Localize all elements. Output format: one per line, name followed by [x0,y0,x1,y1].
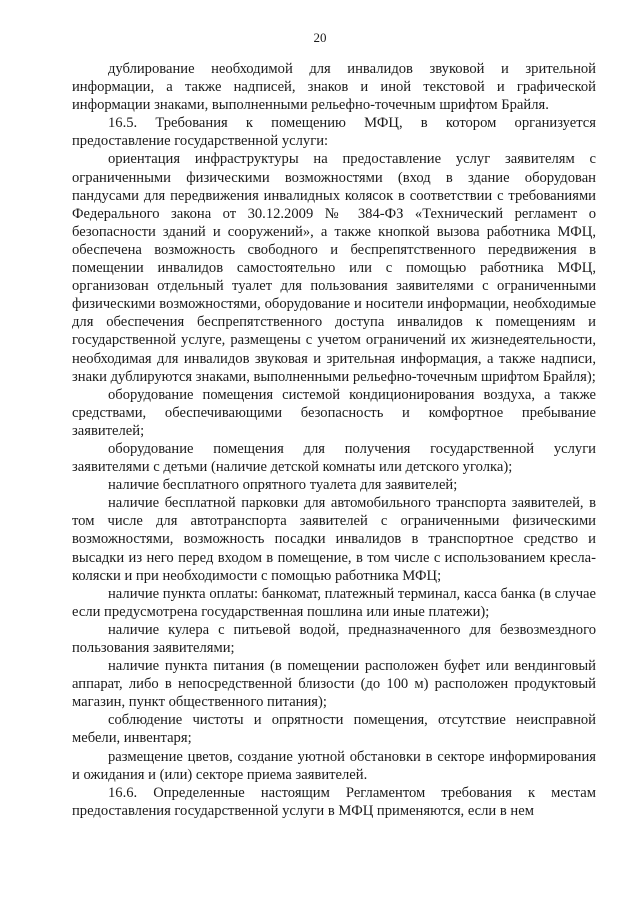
paragraph: дублирование необходимой для инвалидов звуковой и зрительной информации, а также надписей, знаков и иной текстовой и графической информации знаками, выполненными рельефно-точечным шрифтом Брайля. [72,61,596,114]
paragraph: 16.6. Определенные настоящим Регламентом требования к местам предоставления государственной услуги в МФЦ применяются, если в нем [72,784,596,819]
paragraph: наличие пункта питания (в помещении расположен буфет или вендинговый аппарат, либо в непосредственной близости (до 100 м) расположен продуктовый магазин, пункт общественного питания); [72,658,596,711]
paragraph: наличие пункта оплаты: банкомат, платежный терминал, касса банка (в случае если предусмотрена государственная пошлина или иные платежи); [72,585,596,620]
paragraph: ориентация инфраструктуры на предоставление услуг заявителям с ограниченными физическими возможностями (вход в здание оборудован пандусами для передвижения инвалидных колясок в соответствии с требованиями Федерального закона от 30.12.2009 № 384-ФЗ «Технический регламент о безопасности зданий и сооружений», а также кнопкой вызова работника МФЦ, обеспечена возможность свободного и беспрепятственного передвижения в помещении инвалидов самостоятельно или с помощью работника МФЦ, организован отдельный туалет для пользования заявителями с ограниченными физическими возможностями, оборудование и носители информации, необходимые для обеспечения беспрепятственного доступа инвалидов к помещениям и государственной услуге, размещены с учетом ограничений их жизнедеятельности, необходимая для инвалидов звуковая и зрительная информация, а также надписи, знаки дублируются знаками, выполненными рельефно-точечным шрифтом Брайля); [72,151,596,385]
paragraph: оборудование помещения системой кондиционирования воздуха, а также средствами, обеспечивающими безопасность и комфортное пребывание заявителей; [72,386,596,439]
paragraph: наличие кулера с питьевой водой, предназначенного для безвозмездного пользования заявителями; [72,621,596,656]
page-number: 20 [313,30,327,45]
document-body [72,60,596,820]
paragraph: 16.5. Требования к помещению МФЦ, в котором организуется предоставление государственной услуги: [72,115,596,150]
paragraph: наличие бесплатной парковки для автомобильного транспорта заявителей, в том числе для автотранспорта заявителей с ограниченными физическими возможностями, возможность посадки инвалидов в транспортное средство и высадки из него перед входом в помещение, в том числе с использованием кресла-коляски и при необходимости с помощью работника МФЦ; [72,495,596,584]
paragraph: оборудование помещения для получения государственной услуги заявителями с детьми (наличие детской комнаты или детского уголка); [72,440,596,476]
paragraph: размещение цветов, создание уютной обстановки в секторе информирования и ожидания и (или) секторе приема заявителей. [72,748,596,783]
paragraph: соблюдение чистоты и опрятности помещения, отсутствие неисправной мебели, инвентаря; [72,712,596,747]
paragraph: наличие бесплатного опрятного туалета для заявителей; [108,477,458,494]
